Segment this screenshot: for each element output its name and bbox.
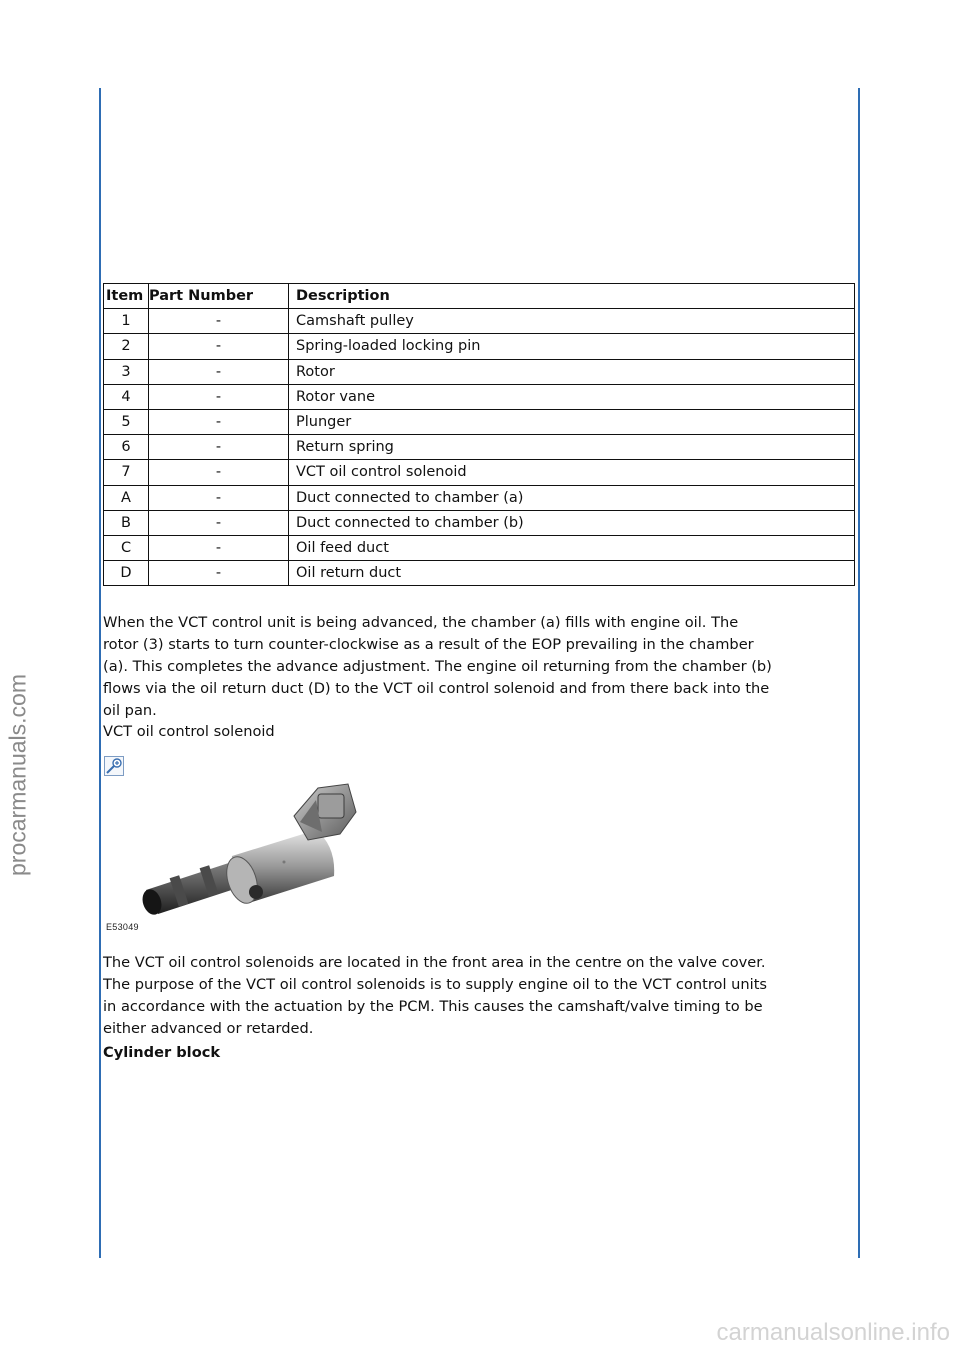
header-part-number: Part Number [149, 284, 289, 309]
cell-description: Rotor vane [289, 384, 855, 409]
paragraph-solenoid [103, 952, 863, 1040]
cell-part-number: - [149, 435, 289, 460]
header-item: Item [104, 284, 149, 309]
cell-item: A [104, 485, 149, 510]
solenoid-illustration [104, 772, 370, 934]
header-description: Description [289, 284, 855, 309]
cell-part-number: - [149, 561, 289, 586]
cell-item: 2 [104, 334, 149, 359]
table-row [104, 384, 855, 409]
cell-item: C [104, 535, 149, 560]
table-row [104, 510, 855, 535]
paragraph-line: either advanced or retarded. [103, 1020, 314, 1037]
table-row [104, 359, 855, 384]
paragraph-line: The VCT oil control solenoids are located in the front area in the centre on the valve cover. [103, 954, 766, 971]
cell-description: Oil feed duct [289, 535, 855, 560]
paragraph-line: The purpose of the VCT oil control solenoids is to supply engine oil to the VCT control units [103, 976, 768, 993]
table-body [104, 309, 855, 586]
cell-description: Spring-loaded locking pin [289, 334, 855, 359]
paragraph-line: rotor (3) starts to turn counter-clockwise as a result of the EOP prevailing in the chamber [103, 636, 754, 653]
cell-part-number: - [149, 485, 289, 510]
paragraph-line: in accordance with the actuation by the PCM. This causes the camshaft/valve timing to be [103, 998, 763, 1015]
cell-part-number: - [149, 460, 289, 485]
cell-description: Oil return duct [289, 561, 855, 586]
cell-part-number: - [149, 359, 289, 384]
cell-part-number: - [149, 409, 289, 434]
cell-description: VCT oil control solenoid [289, 460, 855, 485]
cell-item: 6 [104, 435, 149, 460]
table-row [104, 485, 855, 510]
cell-description: Return spring [289, 435, 855, 460]
cell-description: Duct connected to chamber (b) [289, 510, 855, 535]
table-header-row [104, 284, 855, 309]
solenoid-body [221, 830, 334, 907]
cell-item: D [104, 561, 149, 586]
cell-part-number: - [149, 309, 289, 334]
bottom-watermark: carmanualsonline.info [716, 1319, 950, 1346]
table-row [104, 561, 855, 586]
table-row [104, 460, 855, 485]
cell-part-number: - [149, 384, 289, 409]
paragraph-line: When the VCT control unit is being advanced, the chamber (a) fills with engine oil. The [103, 614, 739, 631]
paragraph-advance [103, 612, 863, 722]
figure-label: E53049 [106, 922, 139, 932]
cell-item: B [104, 510, 149, 535]
cell-item: 4 [104, 384, 149, 409]
cell-item: 5 [104, 409, 149, 434]
table-row [104, 334, 855, 359]
cell-description: Rotor [289, 359, 855, 384]
table-row [104, 535, 855, 560]
cell-item: 7 [104, 460, 149, 485]
cell-description: Plunger [289, 409, 855, 434]
parts-table [103, 283, 855, 586]
table-row [104, 309, 855, 334]
electrical-connector [294, 784, 356, 840]
paragraph-line: oil pan. [103, 702, 157, 719]
cell-description: Duct connected to chamber (a) [289, 485, 855, 510]
section-title: VCT oil control solenoid [103, 723, 275, 740]
table-row [104, 435, 855, 460]
cylinder-block-heading: Cylinder block [103, 1044, 221, 1061]
left-margin-rule [99, 88, 101, 1258]
cell-description: Camshaft pulley [289, 309, 855, 334]
cell-part-number: - [149, 535, 289, 560]
cell-part-number: - [149, 334, 289, 359]
paragraph-line: flows via the oil return duct (D) to the VCT oil control solenoid and from there back into the [103, 680, 770, 697]
cell-item: 1 [104, 309, 149, 334]
paragraph-line: (a). This completes the advance adjustment. The engine oil returning from the chamber (b) [103, 658, 772, 675]
table-row [104, 409, 855, 434]
cell-part-number: - [149, 510, 289, 535]
cell-item: 3 [104, 359, 149, 384]
